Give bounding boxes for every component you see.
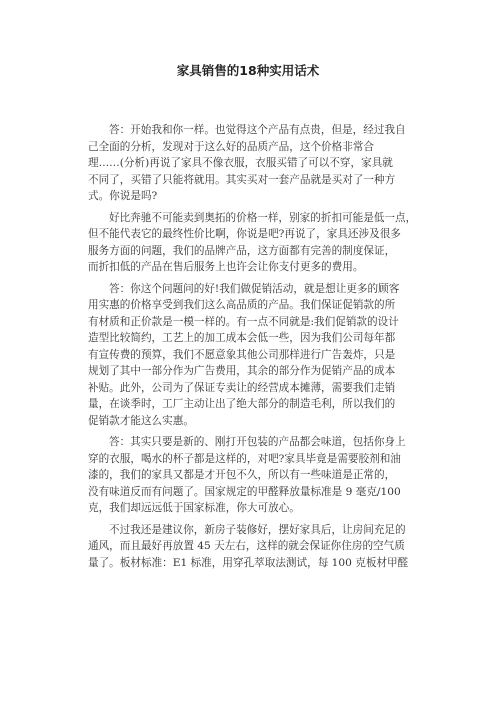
text-line: 量了。板材标准：E1 标准，用穿孔萃取法测试，每 100 克板材甲醛 xyxy=(88,556,409,569)
text-line: 促销款才能这么实惠。 xyxy=(88,414,194,427)
text-line: 好比奔驰不可能卖到奥拓的价格一样，别家的折扣可能是低一点， xyxy=(109,211,417,224)
text-line: 造型比较简约，工艺上的加工成本会低一些，因为我们公司每年都 xyxy=(88,332,396,344)
paragraph-5 xyxy=(88,522,408,572)
document-body xyxy=(88,122,417,576)
paragraph-3 xyxy=(88,281,408,430)
text-line: 穿的衣服，喝水的杯子都是这样的，对吧?家具毕竟是需要胶剂和油 xyxy=(88,452,401,465)
text-line: 量，在谈季时，工厂主动让出了绝大部分的制造毛利，所以我们的 xyxy=(88,398,396,410)
text-line: 服务方面的问题，我们的品牌产品，这方面都有完善的制度保证， xyxy=(88,244,396,257)
text-line: 而折扣低的产品在售后服务上也许会让你支付更多的费用。 xyxy=(88,261,364,273)
text-line: 规划了其中一部分作为广告费用，其余的部分作为促销产品的成本 xyxy=(88,365,396,377)
text-line: 式。你说是吗? xyxy=(88,190,158,202)
text-line: 通风，而且最好再放置 45 天左右，这样的就会保证你住房的空气质 xyxy=(88,540,405,552)
paragraph-1 xyxy=(88,122,408,205)
text-line: 补贴。此外，公司为了保证专卖让的经营成本摊薄，需要我们走销 xyxy=(88,381,396,394)
document-title: 家具销售的18种实用话术 xyxy=(176,63,320,78)
text-line: 有材质和正价款是一模一样的。有一点不同就是:我们促销款的设计 xyxy=(88,315,399,328)
paragraph-4 xyxy=(88,434,408,517)
text-line: 克，我们却远远低于国家标准，你大可放心。 xyxy=(88,502,300,514)
text-line: 理……(分析)再说了家具不像衣服，衣服买错了可以不穿，家具就 xyxy=(88,157,393,169)
text-line: 不过我还是建议你，新房子装修好，摆好家具后，让房间充足的 xyxy=(109,523,406,536)
text-line: 答：其实只要是新的、刚打开包装的产品都会味道，包括你身上 xyxy=(109,436,406,448)
paragraph-2 xyxy=(88,210,417,276)
text-line: 答：你这个问题问的好!我们做促销活动，就是想让更多的顾客 xyxy=(109,282,400,295)
text-line: 己全面的分析，发现对于这么好的品质产品，这个价格非常合 xyxy=(88,140,375,153)
text-line: 用实惠的价格享受到我们这么高品质的产品。我们保证促销款的所 xyxy=(88,299,396,311)
text-line: 不同了，买错了只能将就用。其实买对一套产品就是买对了一种方 xyxy=(88,173,396,186)
text-line: 漆的，我们的家具又都是才开包不久，所以有一些味道是正常的， xyxy=(88,469,396,481)
text-line: 有宣传费的预算，我们不愿意象其他公司那样进行广告轰炸，只是 xyxy=(88,348,396,361)
text-line: 答：开始我和你一样。也觉得这个产品有点贵，但是，经过我自 xyxy=(109,124,406,136)
text-line: 没有味道反而有问题了。国家规定的甲醛释放量标准是 9 毫克/100 xyxy=(88,485,401,498)
text-line: 但不能代表它的最终性价比啊，你说是吧?再说了，家具还涉及很多 xyxy=(88,228,401,240)
